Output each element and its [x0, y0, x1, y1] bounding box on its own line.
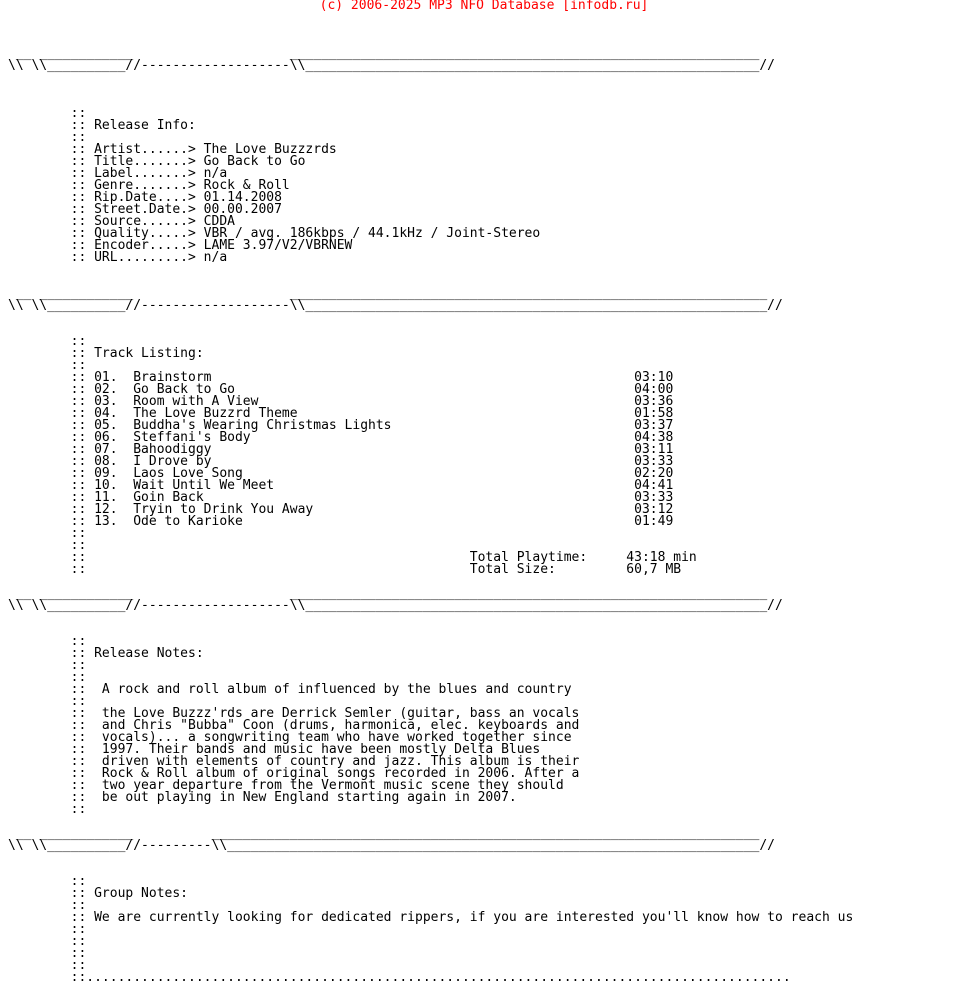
nfo-line: :: [8, 658, 87, 673]
nfo-line: :: We are currently looking for dedicated rippers, if you are interested you'll know how to reach us [8, 910, 854, 925]
release-info-field: :: Artist......> The Love Buzzzrds [8, 142, 337, 157]
section-divider: __ ____________ ____________________________________________________________ [8, 46, 760, 61]
nfo-line: :: be out playing in New England starting again in 2007. [8, 790, 517, 805]
nfo-line: :: 1997. Their bands and music have been mostly Delta Blues [8, 742, 541, 757]
nfo-line [8, 612, 968, 624]
nfo-line: :: the Love Buzzz'rds are Derrick Semler (guitar, bass an vocals [8, 706, 580, 721]
release-info-field: :: URL.........> n/a [8, 250, 228, 265]
nfo-line [8, 324, 968, 336]
section-divider: __ ____________ _____________________________________________________________ [8, 286, 768, 301]
nfo-line [8, 12, 968, 24]
section-divider: \\ \\__________//---------\\____________________________________________________________________// [8, 838, 776, 853]
total-summary: :: Total Size: 60,7 MB [8, 562, 682, 577]
nfo-line [8, 96, 968, 108]
track-row: :: 05. Buddha's Wearing Christmas Lights 03:37 [8, 418, 674, 433]
nfo-line: :: [8, 874, 87, 889]
release-info-field: :: Label.......> n/a [8, 166, 228, 181]
section-divider: __ ____________ ______________________________________________________________________ [8, 826, 760, 841]
nfo-line: :: Rock & Roll album of original songs recorded in 2006. After a [8, 766, 580, 781]
nfo-line [8, 264, 968, 276]
total-summary: :: Total Playtime: 43:18 min [8, 550, 697, 565]
track-row: :: 06. Steffani's Body 04:38 [8, 430, 674, 445]
release-info-field: :: Quality.....> VBR / avg. 186kbps / 44.1kHz / Joint-Stereo [8, 226, 541, 241]
track-row: :: 04. The Love Buzzrd Theme 01:58 [8, 406, 674, 421]
release-info-field: :: Title.......> Go Back to Go [8, 154, 306, 169]
section-heading: :: Group Notes: [8, 886, 189, 901]
track-row: :: 08. I Drove by 03:33 [8, 454, 674, 469]
nfo-line: :: and Chris "Bubba" Coon (drums, harmonica, elec. keyboards and [8, 718, 580, 733]
track-row: :: 07. Bahoodiggy 03:11 [8, 442, 674, 457]
nfo-line [8, 72, 968, 84]
nfo-line: :: A rock and roll album of influenced by the blues and country [8, 682, 572, 697]
track-row: :: 03. Room with A View 03:36 [8, 394, 674, 409]
track-row: :: 12. Tryin to Drink You Away 03:12 [8, 502, 674, 517]
section-divider: \\ \\__________//-------------------\\__________________________________________________________// [8, 58, 776, 73]
nfo-line: :: [8, 634, 87, 649]
nfo-line: :: [8, 130, 87, 145]
nfo-line: :: [8, 334, 87, 349]
section-divider: __ ____________ _____________________________________________________________ [8, 586, 768, 601]
nfo-line: :: [8, 946, 87, 961]
nfo-line [8, 312, 968, 324]
nfo-line: ::.......................................................................................... [8, 970, 791, 984]
site-header-link[interactable]: (c) 2006-2025 MP3 NFO Database [infodb.ru] [319, 0, 649, 13]
nfo-line: :: [8, 694, 87, 709]
nfo-line: :: [8, 802, 87, 817]
nfo-line [8, 864, 968, 876]
nfo-line: :: [8, 526, 87, 541]
nfo-line: :: [8, 106, 87, 121]
nfo-line [8, 84, 968, 96]
nfo-line: :: two year departure from the Vermont music scene they should [8, 778, 564, 793]
nfo-line: :: vocals)... a songwriting team who have worked together since [8, 730, 572, 745]
section-heading: :: Release Info: [8, 118, 196, 133]
nfo-line: :: [8, 898, 87, 913]
release-info-field: :: Source......> CDDA [8, 214, 235, 229]
nfo-line [8, 624, 968, 636]
release-info-field: :: Encoder.....> LAME 3.97/V2/VBRNEW [8, 238, 353, 253]
nfo-line: :: [8, 538, 87, 553]
section-heading: :: Release Notes: [8, 646, 204, 661]
release-info-field: :: Genre.......> Rock & Roll [8, 178, 290, 193]
track-row: :: 13. Ode to Karioke 01:49 [8, 514, 674, 529]
section-heading: :: Track Listing: [8, 346, 204, 361]
nfo-line [8, 852, 968, 864]
nfo-line: :: [8, 670, 87, 685]
track-row: :: 11. Goin Back 03:33 [8, 490, 674, 505]
track-row: :: 02. Go Back to Go 04:00 [8, 382, 674, 397]
nfo-line: :: Street.Date.> 00.00.2007 [8, 202, 282, 217]
nfo-line: :: [8, 358, 87, 373]
section-divider: \\ \\__________//-------------------\\___________________________________________________________// [8, 298, 783, 313]
track-row: :: 09. Laos Love Song 02:20 [8, 466, 674, 481]
nfo-text-body [0, 12, 968, 984]
nfo-line: :: [8, 922, 87, 937]
nfo-line: :: [8, 958, 87, 973]
release-info-field: :: Rip.Date....> 01.14.2008 [8, 190, 282, 205]
nfo-line [8, 24, 968, 36]
section-divider: \\ \\__________//-------------------\\___________________________________________________________// [8, 598, 783, 613]
nfo-line: :: [8, 934, 87, 949]
track-row: :: 10. Wait Until We Meet 04:41 [8, 478, 674, 493]
track-row: :: 01. Brainstorm 03:10 [8, 370, 674, 385]
nfo-line: :: driven with elements of country and jazz. This album is their [8, 754, 580, 769]
